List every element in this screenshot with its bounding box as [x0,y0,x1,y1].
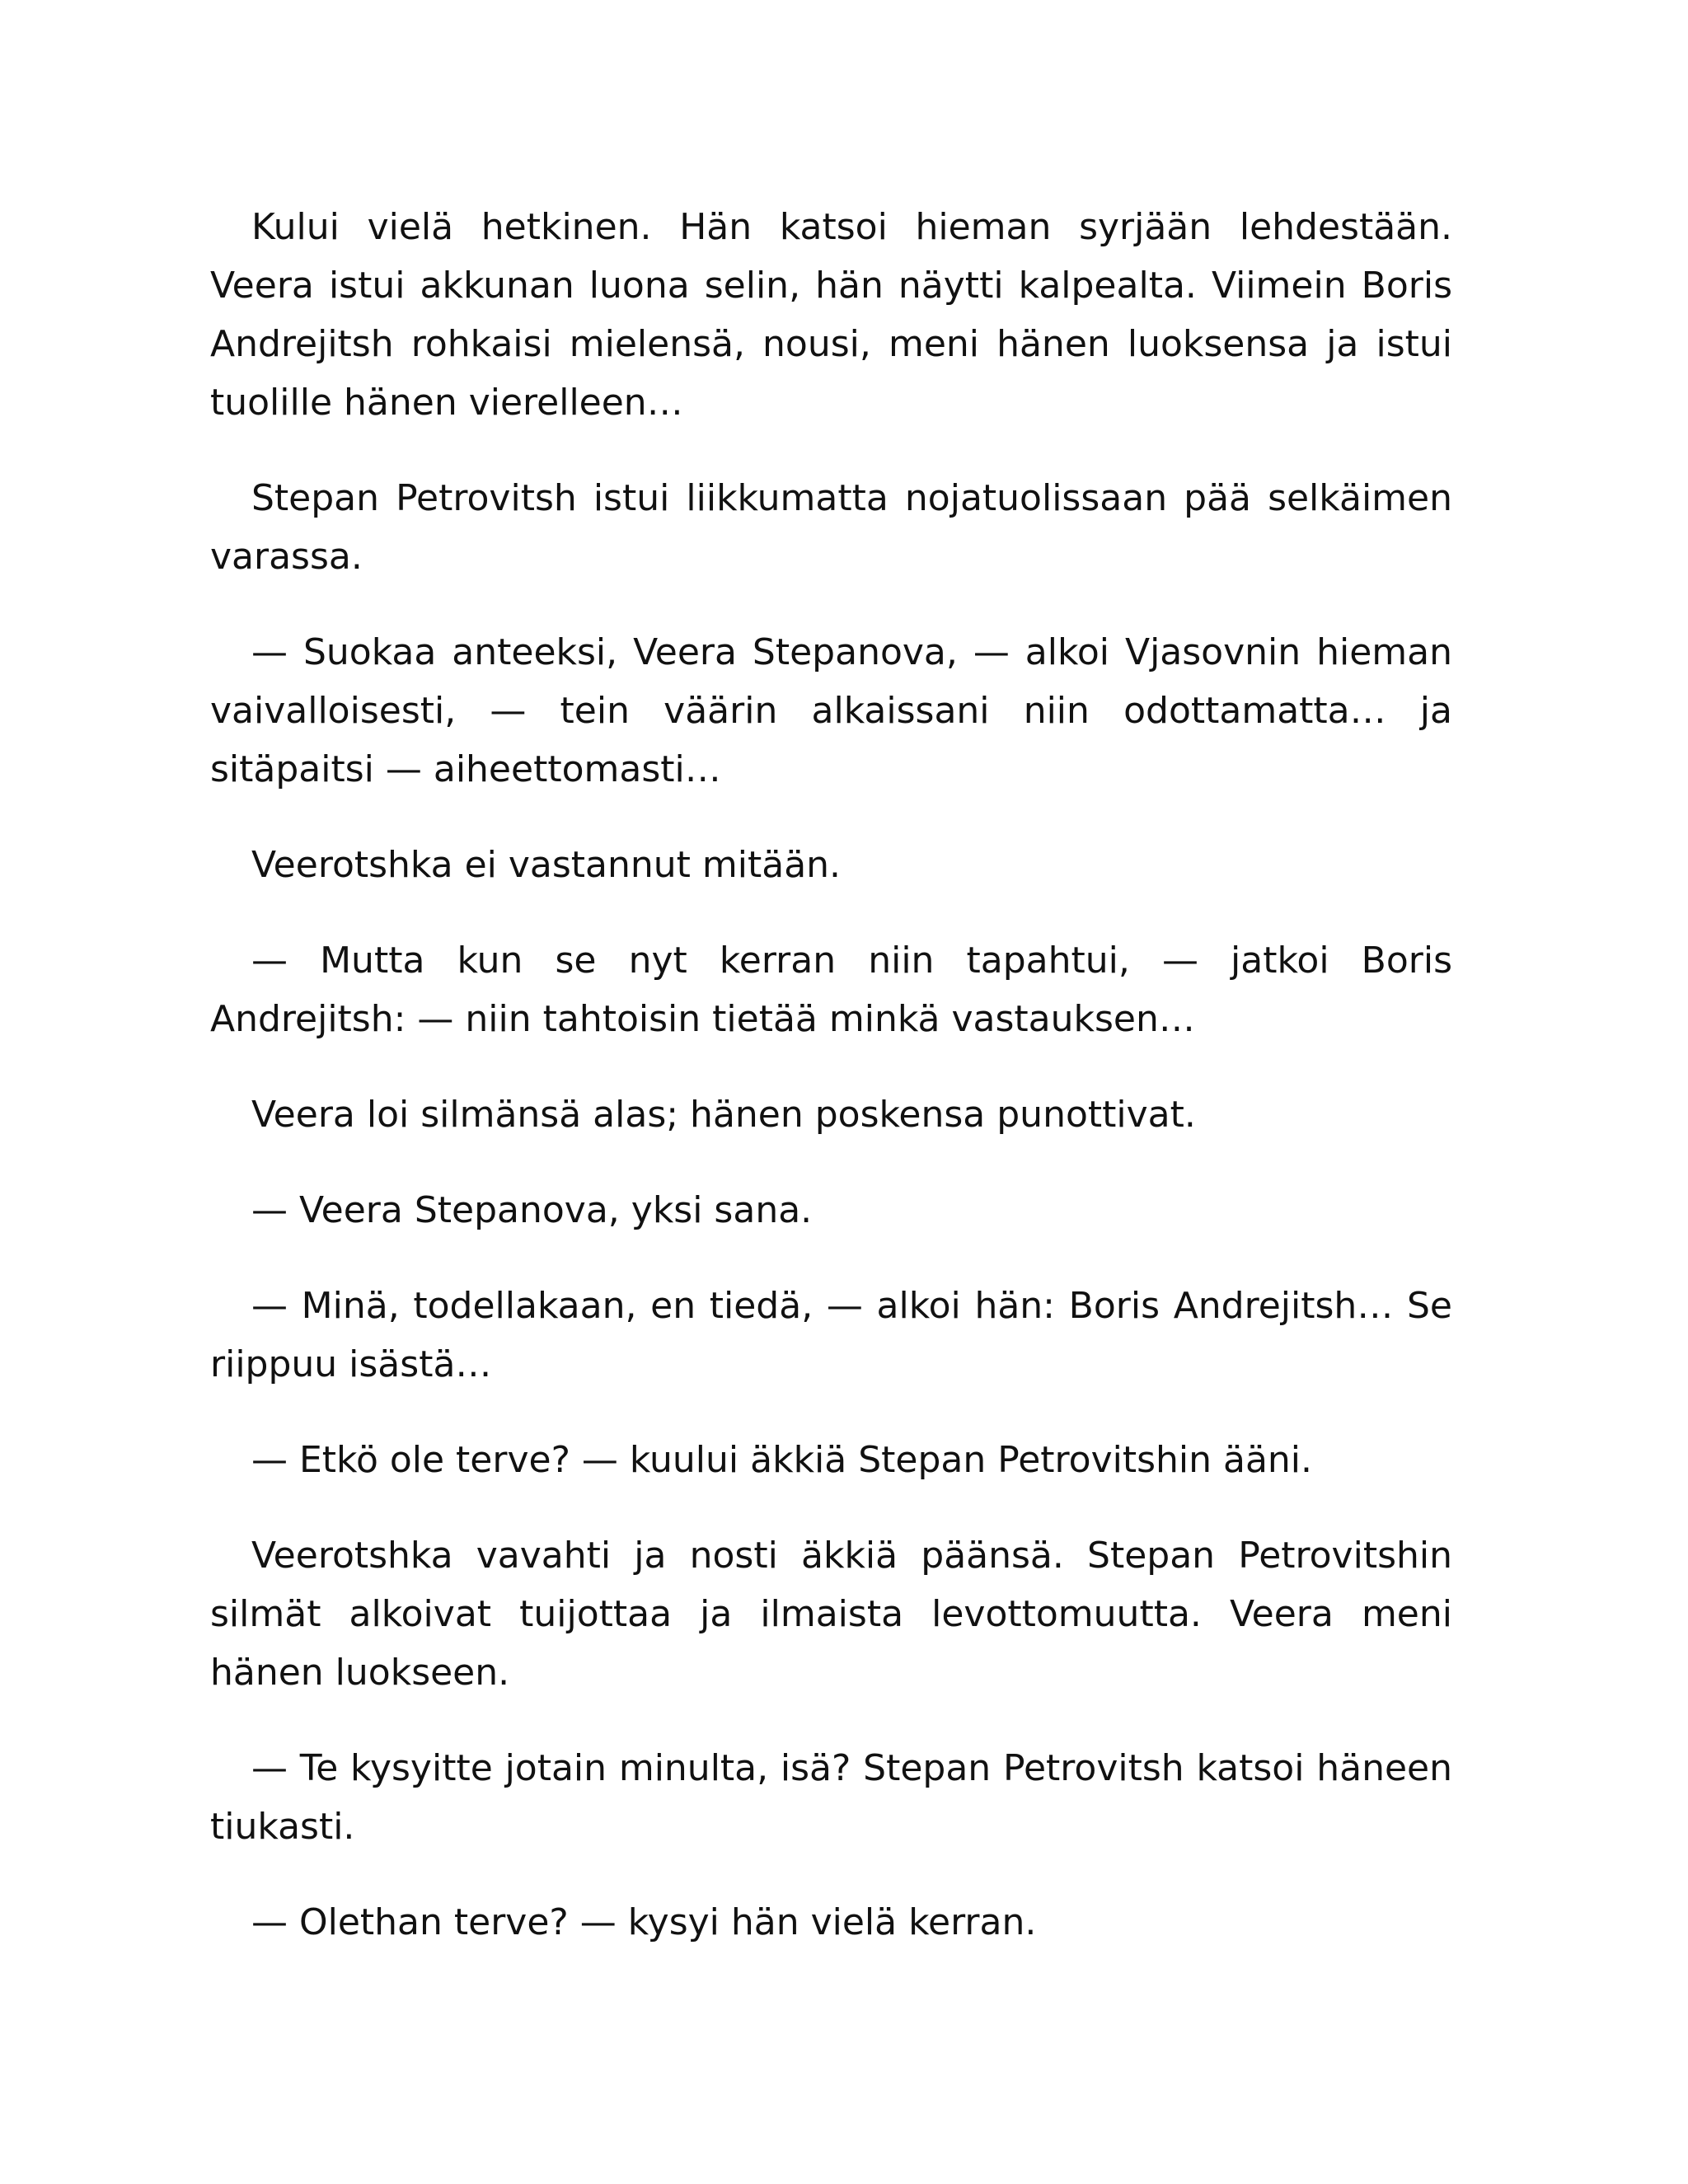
document-page [210,198,1452,1952]
paragraph-5: — Mutta kun se nyt kerran niin tapahtui, — jatkoi Boris Andrejitsh: — niin tahtoisin tietää minkä vastauksen… [210,940,1452,1040]
paragraph-7: — Veera Stepanova, yksi sana. [251,1189,813,1231]
paragraph-10: Veerotshka vavahti ja nosti äkkiä päänsä. Stepan Petrovitshin silmät alkoivat tuijottaa ja ilmaista levottomuutta. Veera meni hänen luokseen. [210,1535,1452,1694]
paragraph-4: Veerotshka ei vastannut mitään. [251,844,842,886]
paragraph-3: — Suokaa anteeksi, Veera Stepanova, — alkoi Vjasovnin hieman vaivalloisesti, — tein väärin alkaissani niin odottamatta… ja sitäpaitsi — aiheettomasti… [210,631,1452,790]
paragraph-12: — Olethan terve? — kysyi hän vielä kerran. [251,1901,1037,1943]
paragraph-8: — Minä, todellakaan, en tiedä, — alkoi hän: Boris Andrejitsh… Se riippuu isästä… [210,1285,1452,1385]
paragraph-2: Stepan Petrovitsh istui liikkumatta nojatuolissaan pää selkäimen varassa. [210,477,1452,578]
paragraph-1: Kului vielä hetkinen. Hän katsoi hieman syrjään lehdestään. Veera istui akkunan luona selin, hän näytti kalpealta. Viimein Boris Andrejitsh rohkaisi mielensä, nousi, meni hänen luoksensa ja istui tuolille hänen vierelleen… [210,206,1452,424]
paragraph-9: — Etkö ole terve? — kuului äkkiä Stepan Petrovitshin ääni. [251,1439,1313,1481]
paragraph-6: Veera loi silmänsä alas; hänen poskensa punottivat. [251,1094,1196,1136]
paragraph-11: — Te kysyitte jotain minulta, isä? Stepan Petrovitsh katsoi häneen tiukasti. [210,1747,1452,1848]
